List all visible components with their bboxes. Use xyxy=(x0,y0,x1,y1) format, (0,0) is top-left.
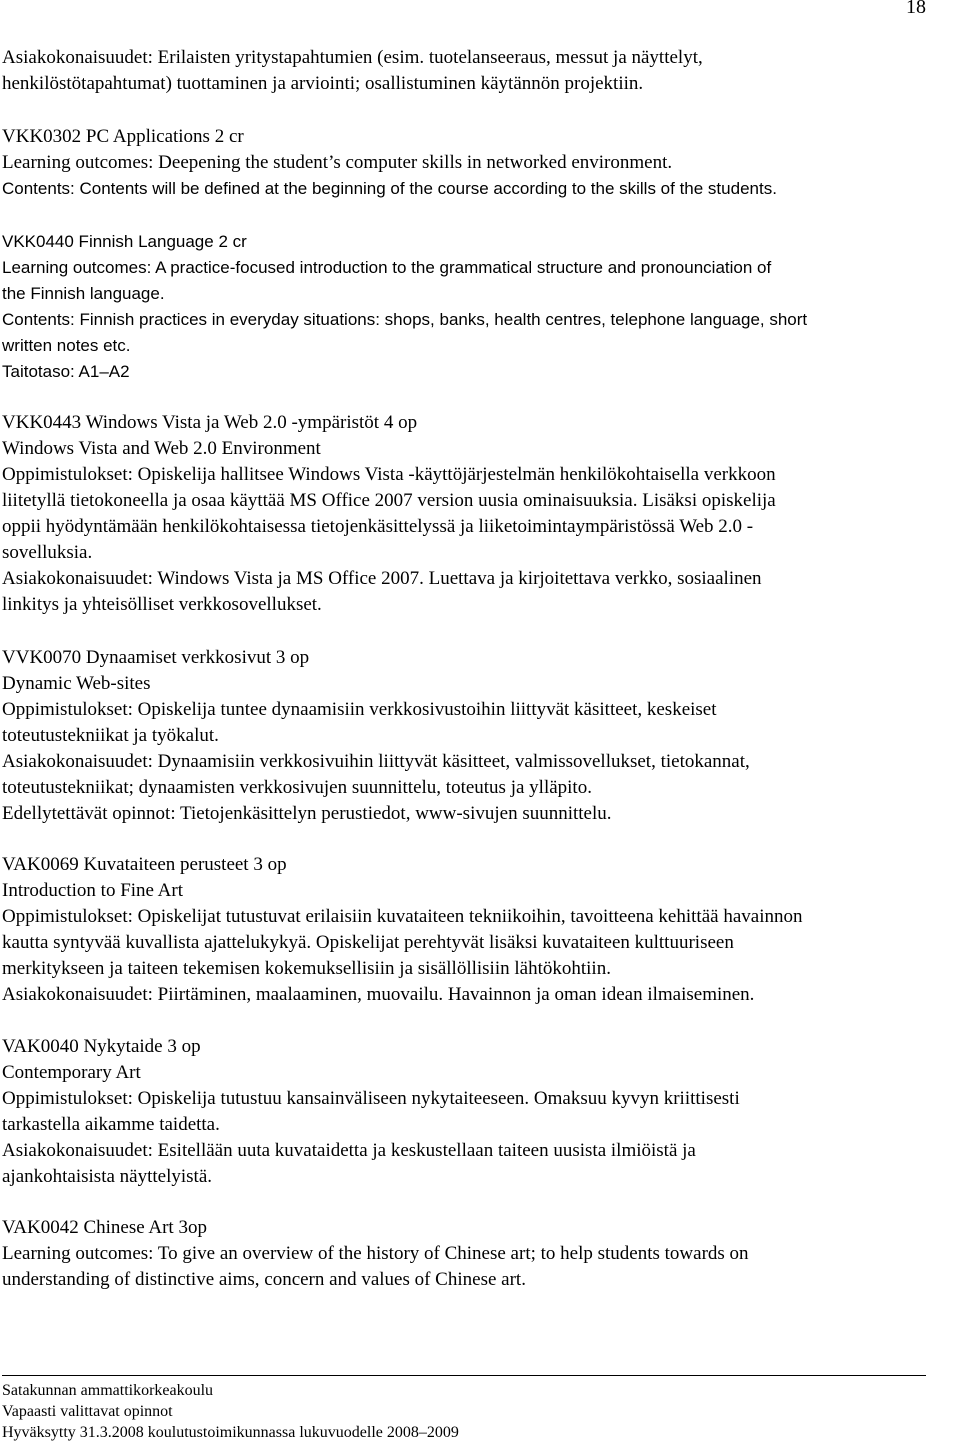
course-title: VKK0440 Finnish Language 2 cr xyxy=(2,232,247,251)
course-title: VKK0443 Windows Vista ja Web 2.0 -ympäristöt 4 op xyxy=(2,412,418,433)
footer-approval: Hyväksytty 31.3.2008 koulutustoimikunnassa lukuvuodelle 2008–2009 xyxy=(2,1424,459,1441)
body-line: sovelluksia. xyxy=(2,542,93,563)
body-line: Learning outcomes: A practice-focused introduction to the grammatical structure and pronounciation of xyxy=(2,258,772,277)
body-line: tarkastella aikamme taidetta. xyxy=(2,1114,220,1135)
body-line: Asiakokonaisuudet: Erilaisten yritystapahtumien (esim. tuotelanseeraus, messut ja näyttelyt, xyxy=(2,47,703,68)
body-line: merkitykseen ja taiteen tekemisen kokemuksellisiin ja sisällöllisiin lähtökohtiin. xyxy=(2,958,611,979)
body-line: Contents: Contents will be defined at the beginning of the course according to the skills of the students. xyxy=(2,179,777,198)
body-line: Learning outcomes: To give an overview of the history of Chinese art; to help students towards on xyxy=(2,1243,749,1264)
body-line: the Finnish language. xyxy=(2,284,165,303)
body-line: Oppimistulokset: Opiskelijat tutustuvat erilaisiin kuvataiteen tekniikoihin, tavoitteena kehittää havainnon xyxy=(2,906,803,927)
body-line: Asiakokonaisuudet: Windows Vista ja MS Office 2007. Luettava ja kirjoitettava verkko, sosiaalinen xyxy=(2,568,762,589)
body-line: written notes etc. xyxy=(2,336,131,355)
course-subtitle: Windows Vista and Web 2.0 Environment xyxy=(2,438,321,459)
footer-institution: Satakunnan ammattikorkeakoulu xyxy=(2,1382,214,1399)
footer-section: Vapaasti valittavat opinnot xyxy=(2,1403,173,1420)
body-line: Learning outcomes: Deepening the student’s computer skills in networked environment. xyxy=(2,152,673,173)
body-line: oppii hyödyntämään henkilökohtaisessa tietojenkäsittelyssä ja liiketoimintaympäristössä Web 2.0 - xyxy=(2,516,754,537)
body-line: Oppimistulokset: Opiskelija hallitsee Windows Vista -käyttöjärjestelmän henkilökohtaisella verkkoon xyxy=(2,464,776,485)
course-subtitle: Contemporary Art xyxy=(2,1062,141,1083)
course-title: VVK0070 Dynaamiset verkkosivut 3 op xyxy=(2,647,310,668)
body-line: Asiakokonaisuudet: Dynaamisiin verkkosivuihin liittyvät käsitteet, valmissovellukset, tietokannat, xyxy=(2,751,750,772)
page-number: 18 xyxy=(906,0,926,18)
body-line: understanding of distinctive aims, concern and values of Chinese art. xyxy=(2,1269,526,1290)
course-title: VKK0302 PC Applications 2 cr xyxy=(2,126,244,147)
body-line: liitetyllä tietokoneella ja osaa käyttää MS Office 2007 version uusia ominaisuuksia. Lisäksi opiskelija xyxy=(2,490,776,511)
course-title: VAK0040 Nykytaide 3 op xyxy=(2,1036,201,1057)
course-subtitle: Dynamic Web-sites xyxy=(2,673,151,694)
body-line: Edellytettävät opinnot: Tietojenkäsittelyn perustiedot, www-sivujen suunnittelu. xyxy=(2,803,612,824)
body-line: ajankohtaisista näyttelyistä. xyxy=(2,1166,213,1187)
body-line: Oppimistulokset: Opiskelija tutustuu kansainväliseen nykytaiteeseen. Omaksuu kyvyn kriittisesti xyxy=(2,1088,740,1109)
course-title: VAK0069 Kuvataiteen perusteet 3 op xyxy=(2,854,287,875)
body-line: linkitys ja yhteisölliset verkkosovellukset. xyxy=(2,594,322,615)
body-line: Contents: Finnish practices in everyday situations: shops, banks, health centres, telephone language, short xyxy=(2,310,808,329)
course-subtitle: Introduction to Fine Art xyxy=(2,880,184,901)
body-line: henkilöstötapahtumat) tuottaminen ja arviointi; osallistuminen käytännön projektiin. xyxy=(2,73,644,94)
body-line: Asiakokonaisuudet: Piirtäminen, maalaaminen, muovailu. Havainnon ja oman idean ilmaiseminen. xyxy=(2,984,755,1005)
body-line: Oppimistulokset: Opiskelija tuntee dynaamisiin verkkosivustoihin liittyvät käsitteet, keskeiset xyxy=(2,699,717,720)
body-line: Asiakokonaisuudet: Esitellään uuta kuvataidetta ja keskustellaan taiteen uusista ilmiöistä ja xyxy=(2,1140,696,1161)
body-line: toteutustekniikat ja työkalut. xyxy=(2,725,219,746)
body-line: toteutustekniikat; dynaamisten verkkosivujen suunnittelu, toteutus ja ylläpito. xyxy=(2,777,592,798)
footer-divider xyxy=(2,1375,926,1376)
body-line: Taitotaso: A1–A2 xyxy=(2,362,130,381)
body-line: kautta syntyvää kuvallista ajattelukykyä. Opiskelijat perehtyvät lisäksi kuvataiteen kulttuuriseen xyxy=(2,932,734,953)
course-title: VAK0042 Chinese Art 3op xyxy=(2,1217,207,1238)
